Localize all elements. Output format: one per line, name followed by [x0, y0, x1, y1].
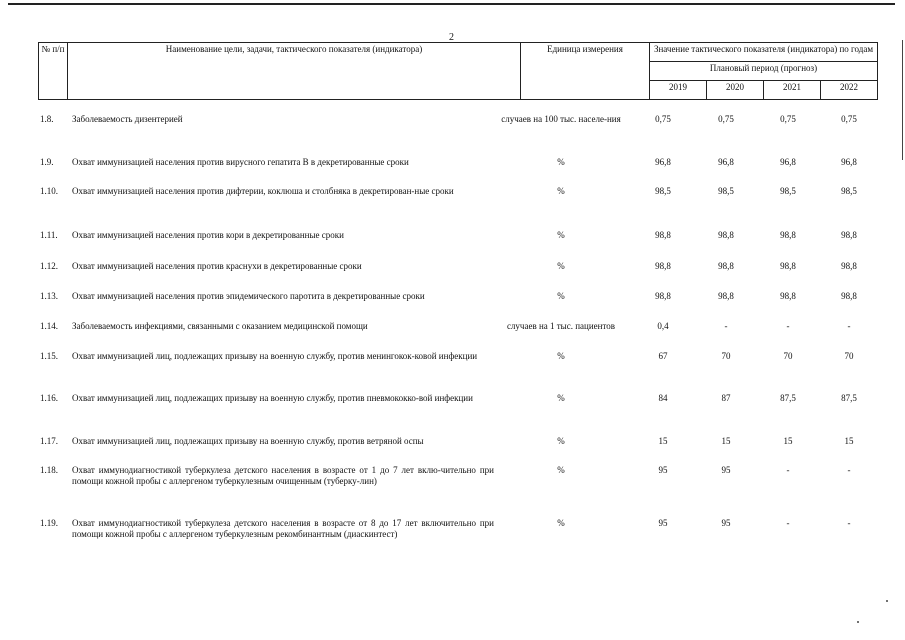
row-value-2022: 15 — [844, 436, 854, 446]
row-value-2019: 15 — [658, 436, 668, 446]
row-value-2021: - — [786, 465, 790, 475]
row-value-2019: 98,8 — [655, 291, 671, 301]
row-value-2020: 98,8 — [718, 230, 734, 240]
row-unit: % — [557, 230, 565, 240]
row-number: 1.11. — [40, 230, 58, 240]
row-value-2021: 87,5 — [780, 393, 796, 403]
row-unit: % — [557, 518, 565, 528]
row-value-2022: 0,75 — [841, 114, 857, 124]
row-value-2021: 98,8 — [780, 230, 796, 240]
row-unit: % — [557, 393, 565, 403]
row-value-2020: 87 — [721, 393, 731, 403]
row-value-2021: - — [786, 321, 790, 331]
row-value-2022: 87,5 — [841, 393, 857, 403]
row-number: 1.10. — [40, 186, 58, 196]
row-value-2019: 95 — [658, 518, 668, 528]
row-unit: % — [557, 261, 565, 271]
row-unit: % — [557, 291, 565, 301]
page-number: 2 — [449, 32, 454, 43]
header-num: № п/п — [39, 43, 68, 100]
row-number: 1.9. — [40, 157, 54, 167]
row-value-2021: 0,75 — [780, 114, 796, 124]
row-value-2020: 70 — [721, 351, 731, 361]
row-name: Заболеваемость дизентерией — [72, 114, 183, 124]
row-value-2022: 98,5 — [841, 186, 857, 196]
row-number: 1.12. — [40, 261, 58, 271]
row-name: Охват иммунодиагностикой туберкулеза детского населения в возрасте от 8 до 17 лет включительно при помощи кожной пробы с аллергеном туберкулезным рекомбинантным (диаскинтест) — [72, 518, 494, 539]
row-value-2020: 98,8 — [718, 291, 734, 301]
row-name: Охват иммунизацией населения против кори в декретированные сроки — [72, 230, 344, 240]
row-value-2019: 67 — [658, 351, 668, 361]
row-name: Охват иммунизацией лиц, подлежащих призыву на военную службу, против пневмококко-вой инфекции — [72, 393, 473, 403]
table-header — [38, 42, 878, 100]
header-unit: Единица измерения — [521, 43, 650, 100]
row-unit: % — [557, 465, 565, 475]
row-value-2020: 15 — [721, 436, 731, 446]
row-name: Охват иммунизацией лиц, подлежащих призыву на военную службу, против ветряной оспы — [72, 436, 424, 446]
row-value-2020: - — [724, 321, 728, 331]
header-period: Плановый период (прогноз) — [650, 62, 878, 81]
row-unit: случаев на 1 тыс. пациентов — [506, 321, 616, 331]
header-year: 2019 — [650, 81, 707, 100]
row-name: Охват иммунизацией лиц, подлежащих призыву на военную службу, против менингокок-ковой инфекции — [72, 351, 478, 361]
row-value-2020: 0,75 — [718, 114, 734, 124]
row-value-2021: 98,5 — [780, 186, 796, 196]
row-value-2019: 98,8 — [655, 261, 671, 271]
header-year: 2020 — [706, 81, 763, 100]
row-value-2021: - — [786, 518, 790, 528]
row-value-2020: 95 — [721, 465, 731, 475]
header-year: 2021 — [763, 81, 820, 100]
scan-speck — [857, 621, 859, 623]
row-value-2021: 98,8 — [780, 291, 796, 301]
scan-speck — [886, 600, 888, 602]
header-name: Наименование цели, задачи, тактического показателя (индикатора) — [68, 43, 521, 100]
row-value-2021: 98,8 — [780, 261, 796, 271]
top-border-line — [8, 3, 895, 5]
row-number: 1.13. — [40, 291, 58, 301]
row-number: 1.15. — [40, 351, 58, 361]
row-value-2019: 95 — [658, 465, 668, 475]
row-unit: % — [557, 351, 565, 361]
row-number: 1.14. — [40, 321, 58, 331]
row-unit: случаев на 100 тыс. населе-ния — [501, 114, 621, 124]
row-unit: % — [557, 186, 565, 196]
row-value-2022: - — [847, 518, 851, 528]
scan-edge-mark — [902, 40, 903, 160]
row-name: Заболеваемость инфекциями, связанными с оказанием медицинской помощи — [72, 321, 368, 331]
row-number: 1.8. — [40, 114, 54, 124]
row-value-2021: 15 — [783, 436, 793, 446]
row-name: Охват иммунизацией населения против эпидемического паротита в декретированные сроки — [72, 291, 425, 301]
row-value-2020: 98,5 — [718, 186, 734, 196]
row-unit: % — [557, 157, 565, 167]
row-value-2019: 98,5 — [655, 186, 671, 196]
row-value-2020: 96,8 — [718, 157, 734, 167]
row-number: 1.19. — [40, 518, 58, 528]
row-name: Охват иммунизацией населения против вирусного гепатита В в декретированные сроки — [72, 157, 409, 167]
row-number: 1.16. — [40, 393, 58, 403]
row-value-2019: 0,4 — [657, 321, 669, 331]
row-value-2022: 70 — [844, 351, 854, 361]
row-number: 1.18. — [40, 465, 58, 475]
row-name: Охват иммунодиагностикой туберкулеза детского населения в возрасте от 1 до 7 лет вклю-чительно при помощи кожной пробы с аллергеном туберкулезным очищенным (туберку-лин) — [72, 465, 494, 486]
row-value-2019: 98,8 — [655, 230, 671, 240]
row-name: Охват иммунизацией населения против дифтерии, коклюша и столбняка в декретирован-ные сроки — [72, 186, 454, 196]
row-value-2022: - — [847, 465, 851, 475]
row-name: Охват иммунизацией населения против краснухи в декретированные сроки — [72, 261, 362, 271]
row-value-2020: 95 — [721, 518, 731, 528]
row-value-2021: 96,8 — [780, 157, 796, 167]
row-value-2019: 0,75 — [655, 114, 671, 124]
header-year: 2022 — [820, 81, 877, 100]
row-value-2020: 98,8 — [718, 261, 734, 271]
row-number: 1.17. — [40, 436, 58, 446]
row-unit: % — [557, 436, 565, 446]
row-value-2022: 98,8 — [841, 230, 857, 240]
row-value-2022: - — [847, 321, 851, 331]
row-value-2022: 96,8 — [841, 157, 857, 167]
header-values: Значение тактического показателя (индикатора) по годам — [650, 43, 878, 62]
row-value-2019: 96,8 — [655, 157, 671, 167]
row-value-2021: 70 — [783, 351, 793, 361]
row-value-2022: 98,8 — [841, 291, 857, 301]
row-value-2022: 98,8 — [841, 261, 857, 271]
row-value-2019: 84 — [658, 393, 668, 403]
